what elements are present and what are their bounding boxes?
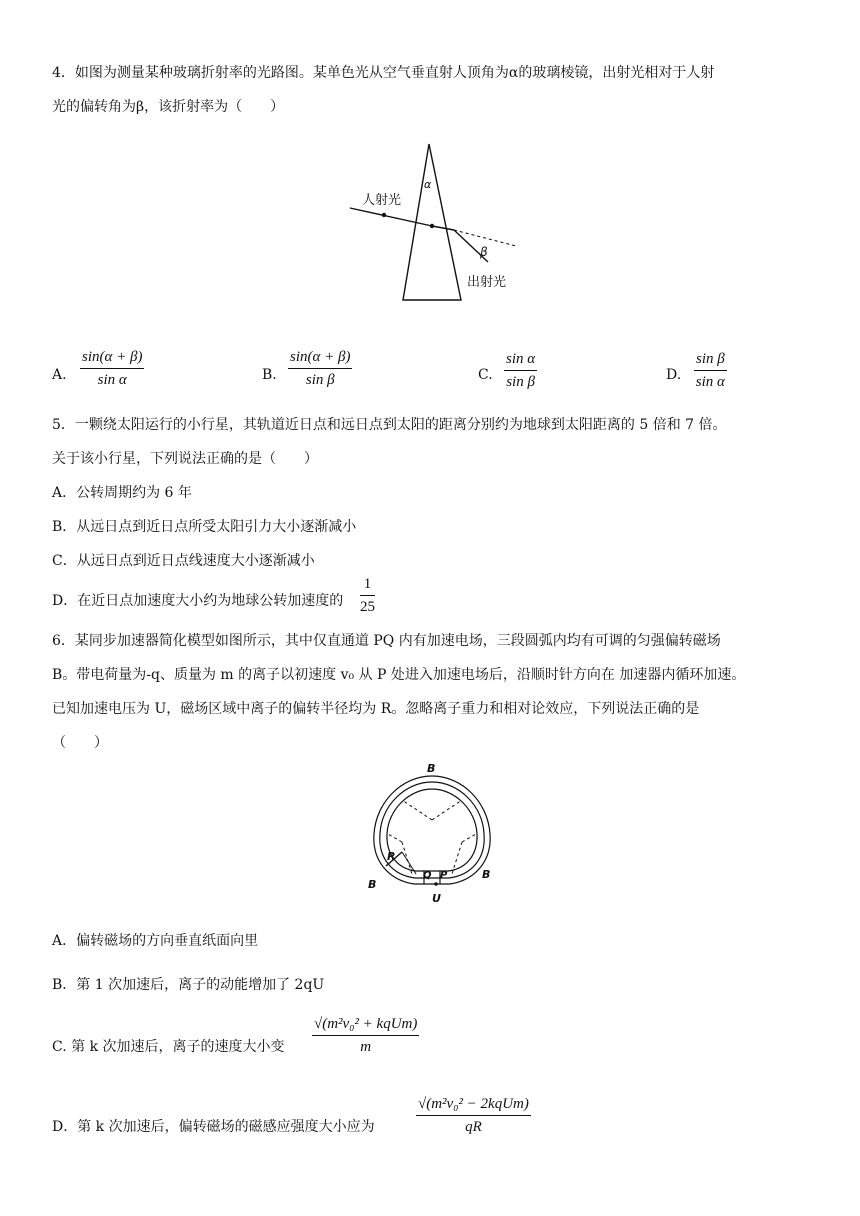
q6-option-c-den: m bbox=[360, 1039, 372, 1055]
q5-option-a[interactable]: A．公转周期约为 6 年 bbox=[52, 485, 192, 501]
q6-option-b[interactable]: B．第 1 次加速后，离子的动能增加了 2qU bbox=[52, 977, 325, 993]
q4-option-c-label[interactable]: C. bbox=[478, 367, 493, 383]
q6-option-a[interactable]: A．偏转磁场的方向垂直纸面向里 bbox=[52, 933, 259, 949]
q4-option-a-label[interactable]: A. bbox=[52, 367, 67, 383]
q4-option-c-num: sin α bbox=[504, 351, 537, 371]
q-label: Q bbox=[423, 870, 432, 881]
q6-option-c-num: √(m²v₀² + kqUm) bbox=[312, 1016, 419, 1036]
q6-option-c[interactable]: C. 第 k 次加速后，离子的速度大小变 bbox=[52, 1039, 285, 1055]
q4-option-d-label[interactable]: D. bbox=[666, 367, 682, 383]
q5-option-d-num: 1 bbox=[360, 576, 375, 596]
q4-option-a-num: sin(α + β) bbox=[80, 349, 144, 369]
q5-option-d-fraction bbox=[360, 576, 375, 616]
exit-label: 出射光 bbox=[467, 275, 507, 290]
beta-label: β bbox=[480, 245, 488, 259]
q4-option-b-den: sin β bbox=[305, 372, 335, 388]
q5-option-d[interactable]: D．在近日点加速度大小约为地球公转加速度的 bbox=[52, 593, 344, 609]
q6-stem-line4: （ ） bbox=[52, 735, 108, 751]
q6-stem-line3: 已知加速电压为 U，磁场区域中离子的偏转半径均为 R。忽略离子重力和相对论效应，下列说法正确的是 bbox=[52, 701, 700, 717]
q4-option-b-num: sin(α + β) bbox=[288, 349, 352, 369]
q4-stem-line1: 4．如图为测量某种玻璃折射率的光路图。某单色光从空气垂直射人顶角为α的玻璃棱镜，出射光相对于人射 bbox=[52, 65, 715, 81]
p-label: P bbox=[440, 870, 448, 881]
alpha-label: α bbox=[424, 178, 432, 191]
q4-stem-line2: 光的偏转角为β，该折射率为（ ） bbox=[52, 99, 285, 115]
accelerator-diagram bbox=[362, 762, 502, 908]
b-right-label: B bbox=[482, 868, 491, 881]
q4-option-b-label[interactable]: B. bbox=[262, 367, 277, 383]
b-left-label: B bbox=[368, 878, 377, 891]
prism-diagram bbox=[336, 140, 526, 305]
q4-option-c-den: sin β bbox=[506, 374, 535, 390]
q6-option-d-fraction bbox=[416, 1096, 531, 1136]
b-top-label: B bbox=[427, 762, 436, 775]
q4-option-d-fraction[interactable] bbox=[694, 351, 727, 391]
incident-label: 人射光 bbox=[362, 193, 402, 208]
q4-option-a-den: sin α bbox=[97, 372, 127, 388]
q4-option-a-fraction[interactable] bbox=[80, 349, 144, 389]
q5-stem-line1: 5．一颗绕太阳运行的小行星，其轨道近日点和远日点到太阳的距离分别约为地球到太阳距离的 5 倍和 7 倍。 bbox=[52, 417, 727, 433]
q6-option-d[interactable]: D．第 k 次加速后，偏转磁场的磁感应强度大小应为 bbox=[52, 1119, 375, 1135]
q6-option-d-den: qR bbox=[465, 1119, 482, 1135]
q5-option-b[interactable]: B．从远日点到近日点所受太阳引力大小逐渐减小 bbox=[52, 519, 357, 535]
q6-stem-line1: 6．某同步加速器简化模型如图所示，其中仅直通道 PQ 内有加速电场，三段圆弧内均有可调的匀强偏转磁场 bbox=[52, 633, 721, 649]
q5-stem-line2: 关于该小行星，下列说法正确的是（ ） bbox=[52, 451, 318, 467]
q4-option-c-fraction[interactable] bbox=[504, 351, 537, 391]
q5-option-d-den: 25 bbox=[360, 599, 375, 615]
q6-stem-line2: B。带电荷量为-q、质量为 m 的离子以初速度 v₀ 从 P 处进入加速电场后，沿顺时针方向在 加速器内循环加速。 bbox=[52, 667, 746, 683]
q6-option-c-fraction bbox=[312, 1016, 419, 1056]
q4-option-b-fraction[interactable] bbox=[288, 349, 352, 389]
u-label: U bbox=[432, 892, 441, 905]
r-label: R bbox=[387, 850, 396, 863]
q6-option-d-num: √(m²v₀² − 2kqUm) bbox=[416, 1096, 531, 1116]
q4-option-d-num: sin β bbox=[694, 351, 727, 371]
q5-option-c[interactable]: C．从远日点到近日点线速度大小逐渐减小 bbox=[52, 553, 315, 569]
q4-option-d-den: sin α bbox=[695, 374, 725, 390]
